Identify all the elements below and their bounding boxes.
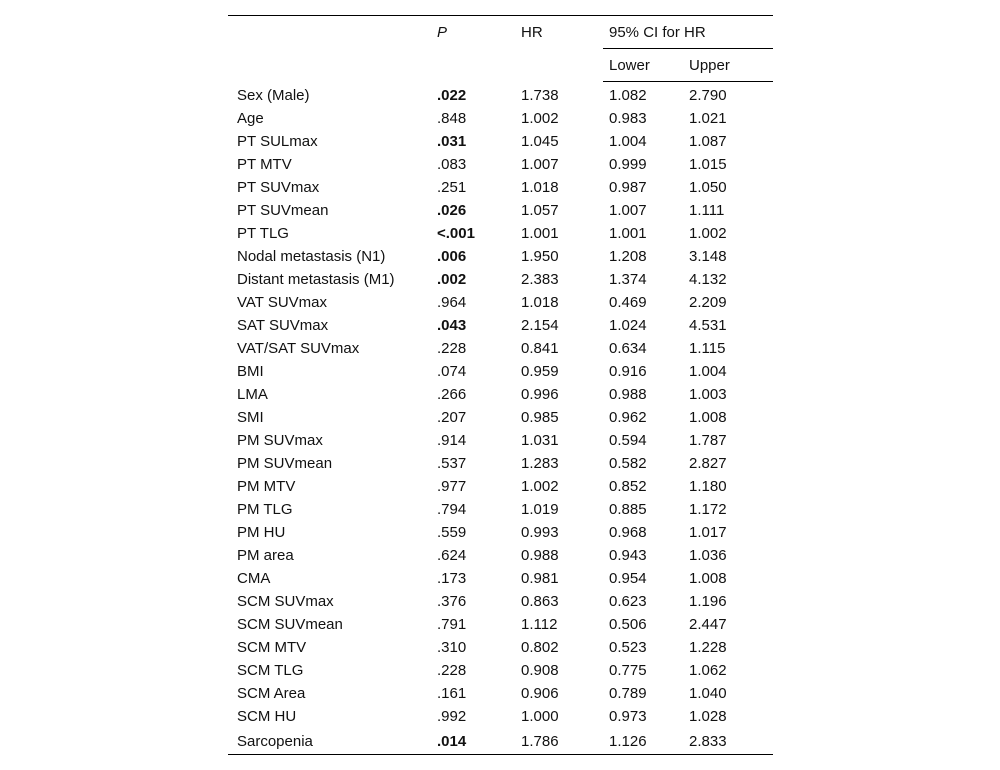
hr-cell: 0.841 [521,340,559,357]
ci-lower-cell: 0.594 [609,432,647,449]
table-row [228,613,773,636]
hr-cell: 0.959 [521,363,559,380]
table-row [228,498,773,521]
ci-upper-cell: 1.017 [689,524,727,541]
table-row [228,728,773,755]
table-row [228,636,773,659]
ci-upper-cell: 1.087 [689,133,727,150]
ci-lower-cell: 1.082 [609,87,647,104]
variable-cell: VAT SUVmax [237,294,328,311]
p-value-column-header: P [437,16,521,49]
table-row [228,475,773,498]
ci-upper-cell: 1.040 [689,685,727,702]
ci-upper-cell: 1.196 [689,593,727,610]
p-value-cell: .794 [437,501,467,518]
table-row [228,452,773,475]
variable-cell: LMA [237,386,268,403]
p-value-cell: .161 [437,685,467,702]
hr-cell: 0.981 [521,570,559,587]
blank-header-cell [521,49,603,82]
p-value-cell: .228 [437,340,467,357]
hr-cell: 0.993 [521,524,559,541]
p-value-cell: .026 [437,202,467,219]
ci-upper-cell: 1.028 [689,708,727,725]
p-value-cell: .031 [437,133,467,150]
variable-cell: Sex (Male) [237,86,310,104]
p-value-cell: .074 [437,363,467,380]
ci-upper-cell: 1.062 [689,662,727,679]
table-row [228,544,773,567]
hr-cell: 0.996 [521,386,559,403]
ci-lower-cell: 0.943 [609,547,647,564]
p-value-cell: .002 [437,271,467,288]
ci-lower-cell: 1.024 [609,317,647,334]
table-row [228,337,773,360]
ci-upper-cell: 2.827 [689,455,727,472]
p-value-cell: .559 [437,524,467,541]
p-value-cell: .964 [437,294,467,311]
ci-lower-cell: 0.789 [609,685,647,702]
p-value-cell: .992 [437,708,467,725]
variable-cell: VAT/SAT SUVmax [237,340,360,357]
ci-lower-cell: 0.968 [609,524,647,541]
ci-group-header: 95% CI for HR [603,16,773,49]
ci-upper-cell: 1.002 [689,225,727,242]
p-value-cell: .006 [437,248,467,265]
ci-upper-cell: 1.008 [689,409,727,426]
table-row [228,245,773,268]
ci-upper-cell: 4.531 [689,317,727,334]
variable-cell: SCM HU [237,708,297,725]
ci-lower-cell: 0.775 [609,662,647,679]
p-value-cell: .624 [437,547,467,564]
table-row [228,705,773,728]
variable-cell: PM MTV [237,478,296,495]
variable-cell: PT MTV [237,156,292,173]
table-row [228,176,773,199]
ci-upper-cell: 1.003 [689,386,727,403]
hr-column-header: HR [521,16,603,49]
variable-cell: PM SUVmean [237,455,333,472]
ci-lower-cell: 1.374 [609,271,647,288]
table-header [228,16,773,82]
ci-upper-cell: 3.148 [689,248,727,265]
p-value-cell: .914 [437,432,467,449]
variable-cell: PT SUVmean [237,202,329,219]
hr-cell: 0.985 [521,409,559,426]
variable-cell: SAT SUVmax [237,317,329,334]
hazard-ratio-table [228,15,773,755]
ci-upper-cell: 2.209 [689,294,727,311]
table-row [228,199,773,222]
table-row [228,383,773,406]
ci-upper-cell: 1.021 [689,110,727,127]
variable-cell: SCM SUVmax [237,593,334,610]
hr-cell: 1.002 [521,478,559,495]
hr-cell: 1.007 [521,156,559,173]
ci-upper-cell: 1.787 [689,432,727,449]
table-body [228,82,773,755]
variable-cell: Nodal metastasis (N1) [237,248,386,265]
ci-lower-cell: 0.852 [609,478,647,495]
hr-cell: 2.383 [521,271,559,288]
ci-lower-cell: 0.988 [609,386,647,403]
p-value-cell: .043 [437,317,467,334]
hr-cell: 1.018 [521,179,559,196]
ci-lower-cell: 0.973 [609,708,647,725]
hr-cell: 1.019 [521,501,559,518]
table-row [228,406,773,429]
ci-upper-cell: 1.172 [689,501,727,518]
hr-cell: 0.906 [521,685,559,702]
ci-lower-cell: 0.999 [609,156,647,173]
ci-lower-column-header: Lower [603,49,687,82]
p-value-cell: .376 [437,593,467,610]
ci-lower-cell: 1.126 [603,728,687,755]
table-row [228,590,773,613]
variable-cell: PT TLG [237,225,289,242]
p-value-cell: .022 [437,86,467,104]
hr-cell: 0.988 [521,547,559,564]
hr-cell: 1.001 [521,225,559,242]
p-value-cell: .537 [437,455,467,472]
header-row-main [228,16,773,49]
ci-lower-cell: 0.623 [609,593,647,610]
ci-upper-column-header: Upper [687,49,773,82]
ci-upper-cell: 1.050 [689,179,727,196]
table-row [228,682,773,705]
hr-cell: 1.057 [521,202,559,219]
hr-cell: 1.002 [521,110,559,127]
variable-cell: Sarcopenia [228,728,437,755]
p-value-cell: .228 [437,662,467,679]
table-row [228,567,773,590]
table-row [228,659,773,682]
variable-column-header [228,16,437,49]
ci-lower-cell: 0.916 [609,363,647,380]
variable-cell: PM SUVmax [237,432,323,449]
p-value-cell: .207 [437,409,467,426]
hr-cell: 1.018 [521,294,559,311]
hr-cell: 1.786 [521,728,603,755]
ci-upper-cell: 1.115 [689,340,726,357]
ci-lower-cell: 0.885 [609,501,647,518]
hr-cell: 0.802 [521,639,559,656]
variable-cell: PM HU [237,524,286,541]
variable-cell: SCM Area [237,685,306,702]
ci-upper-cell: 1.036 [689,547,727,564]
table-row [228,291,773,314]
p-value-cell: .173 [437,570,467,587]
ci-lower-cell: 0.954 [609,570,647,587]
header-row-sub [228,49,773,82]
variable-cell: SMI [237,409,264,426]
ci-upper-cell: 2.790 [689,87,727,104]
table-row [228,360,773,383]
p-value-cell: <.001 [437,225,475,242]
variable-cell: SCM MTV [237,639,307,656]
ci-lower-cell: 0.506 [609,616,647,633]
table-row [228,521,773,544]
variable-cell: Distant metastasis (M1) [237,271,395,288]
ci-upper-cell: 1.180 [689,478,727,495]
ci-upper-cell: 2.447 [689,616,727,633]
hr-cell: 1.045 [521,133,559,150]
table-row [228,130,773,153]
variable-cell: SCM TLG [237,662,304,679]
ci-lower-cell: 0.634 [609,340,647,357]
p-value-cell: .310 [437,639,467,656]
table-row [228,107,773,130]
p-value-cell: .848 [437,110,467,127]
p-value-cell: .083 [437,156,467,173]
ci-upper-cell: 1.111 [689,202,725,219]
variable-cell: PT SUVmax [237,179,320,196]
ci-upper-cell: 1.228 [689,639,727,656]
variable-cell: PM area [237,547,294,564]
hr-cell: 2.154 [521,317,559,334]
ci-upper-cell: 1.004 [689,363,727,380]
hr-cell: 1.000 [521,708,559,725]
ci-lower-cell: 1.001 [609,225,647,242]
ci-lower-cell: 1.208 [609,248,647,265]
table-row [228,268,773,291]
variable-cell: CMA [237,570,271,587]
table-row [228,82,773,108]
p-value-cell: .977 [437,478,467,495]
hr-cell: 1.283 [521,455,559,472]
ci-lower-cell: 0.523 [609,639,647,656]
p-value-cell: .266 [437,386,467,403]
ci-upper-cell: 1.008 [689,570,727,587]
variable-cell: PM TLG [237,501,293,518]
ci-lower-cell: 0.987 [609,179,647,196]
table-row [228,222,773,245]
ci-lower-cell: 1.007 [609,202,647,219]
ci-lower-cell: 1.004 [609,133,647,150]
blank-header-cell [228,49,437,82]
variable-cell: PT SULmax [237,133,318,150]
ci-lower-cell: 0.469 [609,294,647,311]
p-value-cell: .014 [437,728,521,755]
variable-cell: Age [237,110,264,127]
table-row [228,314,773,337]
blank-header-cell [437,49,521,82]
hr-cell: 1.031 [521,432,559,449]
ci-lower-cell: 0.983 [609,110,647,127]
ci-lower-cell: 0.962 [609,409,647,426]
ci-lower-cell: 0.582 [609,455,647,472]
p-value-cell: .791 [437,616,467,633]
p-value-cell: .251 [437,179,467,196]
hr-cell: 0.908 [521,662,559,679]
variable-cell: SCM SUVmean [237,616,343,633]
ci-upper-cell: 1.015 [689,156,727,173]
ci-upper-cell: 4.132 [689,271,727,288]
hr-cell: 0.863 [521,593,559,610]
table-row [228,429,773,452]
table-row [228,153,773,176]
hr-cell: 1.112 [521,616,558,633]
ci-upper-cell: 2.833 [687,728,773,755]
variable-cell: BMI [237,363,264,380]
hr-cell: 1.950 [521,248,559,265]
hr-cell: 1.738 [521,86,559,104]
